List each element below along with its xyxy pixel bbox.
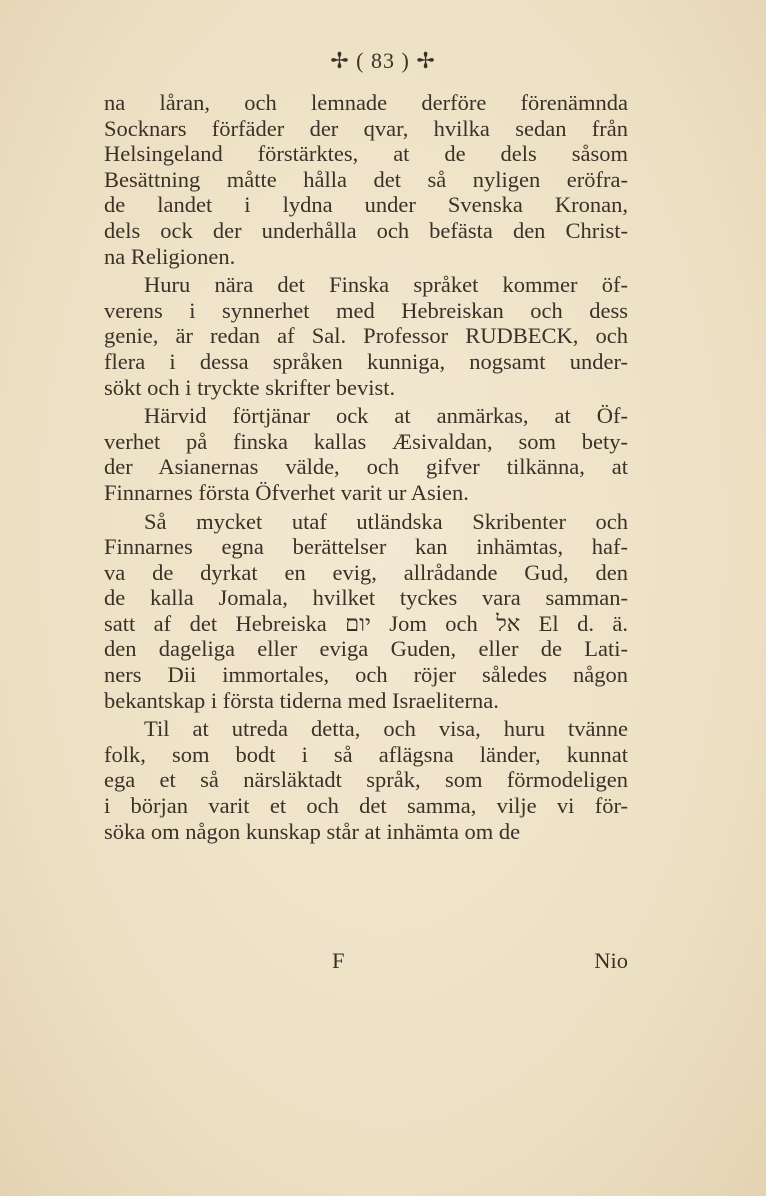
catchword: Nio: [594, 948, 628, 973]
text-line: na låran, och lemnade derföre förenämnda: [104, 90, 628, 115]
text-line: i början varit et och det samma, vilje vi för-: [104, 793, 628, 819]
paragraph: [104, 272, 628, 400]
text-line: dels ock der underhålla och befästa den Christ-: [104, 217, 628, 243]
text-line: Huru nära det Finska språket kommer öf-: [144, 272, 628, 298]
text-line: ners Dii immortales, och röjer således någon: [104, 662, 628, 688]
body-text: [104, 90, 628, 844]
text-line: Helsingeland förstärktes, at de dels såsom: [104, 141, 628, 167]
text-line: va de dyrkat en evig, allrådande Gud, den: [104, 559, 628, 585]
text-line: folk, som bodt i så aflägsna länder, kunnat: [104, 741, 628, 767]
ornament-right: ✢: [416, 49, 436, 74]
text-line: Finnarnes egna berättelser kan inhämtas, haf-: [104, 534, 628, 560]
paragraph: [104, 716, 628, 844]
text-line: flera i dessa språken kunniga, nogsamt under-: [104, 348, 628, 374]
text-line: der Asianernas välde, och gifver tilkänna, at: [104, 454, 628, 480]
text-line: Besättning måtte hålla det så nyligen eröfra-: [104, 166, 628, 192]
signature-mark: F: [332, 948, 345, 973]
running-header: [0, 48, 766, 74]
paragraph: [104, 403, 628, 505]
text-line: den dageliga eller eviga Guden, eller de Lati-: [104, 636, 628, 662]
text-line: satt af det Hebreiska יום Jom och אל El d. ä.: [104, 610, 629, 636]
ornament-left: ✢: [330, 49, 350, 74]
text-line: bekantskap i första tiderna med Israeliterna.: [104, 687, 499, 713]
paragraph: [104, 509, 628, 714]
text-line: genie, är redan af Sal. Professor RUDBECK, och: [104, 323, 628, 349]
text-line: Finnarnes första Öfverhet varit ur Asien.: [104, 479, 469, 505]
text-line: Til at utreda detta, och visa, huru tvänne: [144, 716, 628, 742]
text-line: de landet i lydna under Svenska Kronan,: [104, 192, 628, 218]
paragraph: [104, 90, 628, 269]
page-number: ( 83 ): [356, 48, 410, 73]
text-line: na Religionen.: [104, 243, 236, 269]
text-line: sökt och i tryckte skrifter bevist.: [104, 374, 396, 400]
text-line: verens i synnerhet med Hebreiskan och dess: [104, 297, 628, 323]
text-line: Socknars förfäder der qvar, hvilka sedan från: [104, 115, 628, 141]
text-line: verhet på finska kallas Æsivaldan, som bety-: [104, 428, 628, 454]
text-line: de kalla Jomala, hvilket tyckes vara samman-: [104, 585, 628, 611]
text-line: Härvid förtjänar ock at anmärkas, at Öf-: [144, 403, 628, 429]
text-line: ega et så närsläktadt språk, som förmodeligen: [104, 767, 628, 793]
text-line: Så mycket utaf utländska Skribenter och: [144, 508, 628, 534]
text-line: söka om någon kunskap står at inhämta om de: [104, 818, 521, 844]
